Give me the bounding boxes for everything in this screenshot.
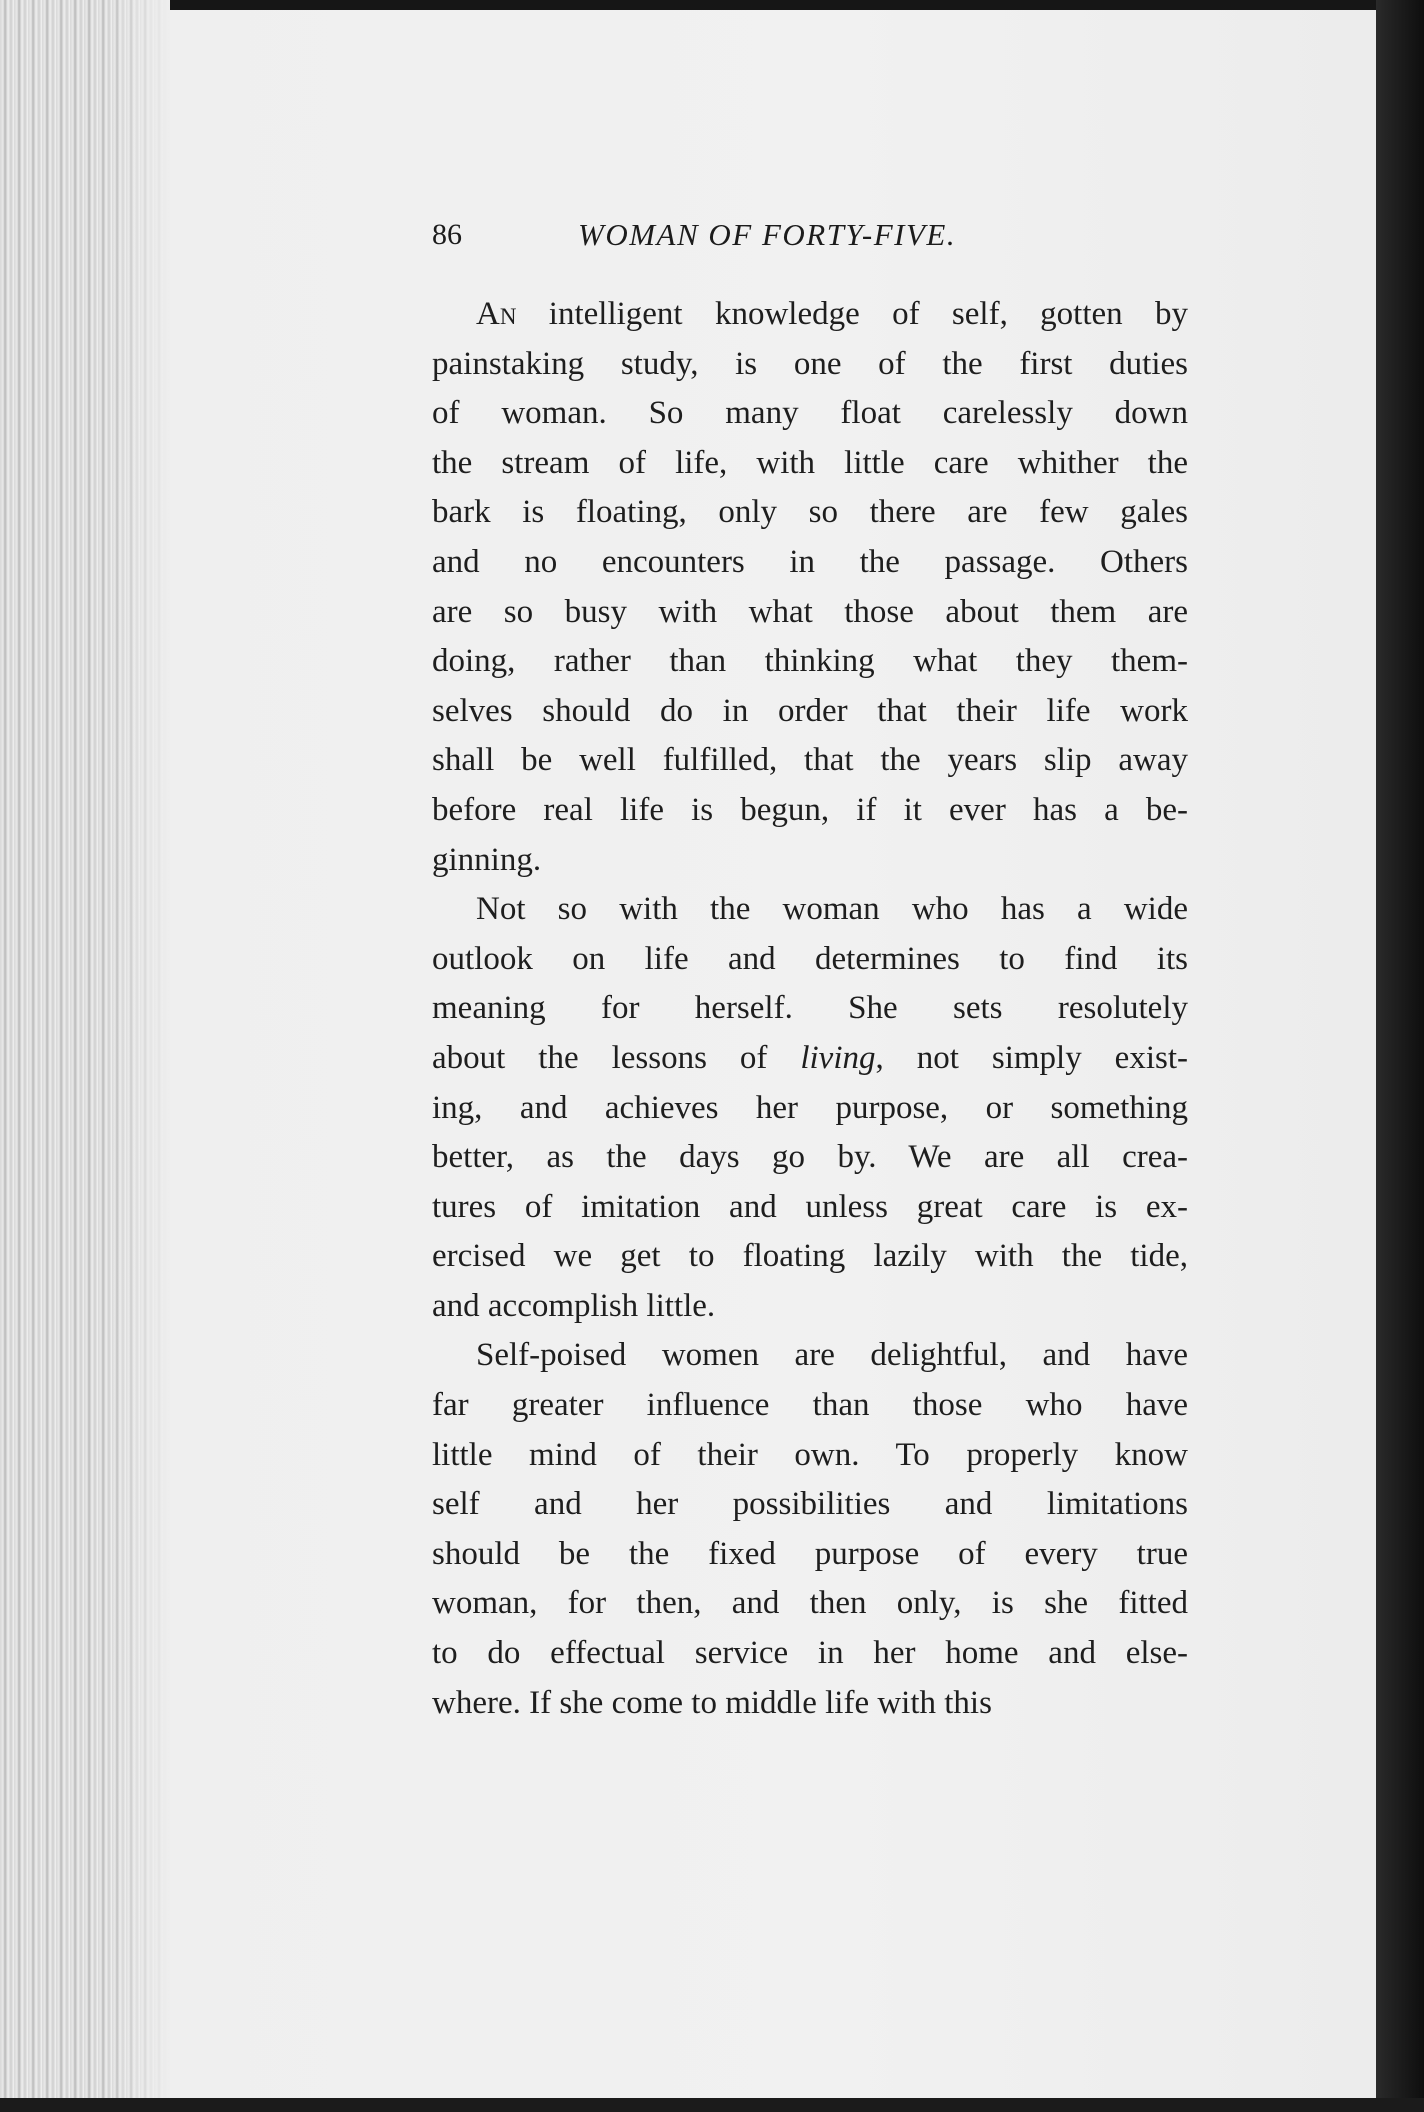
text-line [432,984,1188,1034]
text-run: meaning for herself. She sets resolutely [432,990,1188,1027]
text-line [432,836,1188,886]
text-line [432,290,1188,340]
text-run: far greater influence than those who have [432,1387,1188,1424]
paragraph [432,1331,1188,1728]
text-run: painstaking study, is one of the first duties [432,345,1188,382]
italic-word: living [800,1039,876,1076]
text-line [432,935,1188,985]
text-line [432,1480,1188,1530]
page-edges-binding [0,0,170,2112]
text-line [432,637,1188,687]
running-head-title: WOMAN OF FORTY-FIVE. [578,217,957,252]
text-run: the stream of life, with little care whither the [432,444,1188,481]
text-run: tures of imitation and unless great care is ex- [432,1188,1188,1225]
text-run: and no encounters in the passage. Others [432,543,1188,580]
running-head [432,210,1052,260]
text-run: about the lessons of [432,1039,801,1076]
text-run: Not so with the woman who has a wide [476,891,1188,928]
text-run: before real life is begun, if it ever has a be- [432,791,1188,828]
text-run: where. If she come to middle life with this [432,1684,992,1721]
text-line [432,488,1188,538]
text-line [432,538,1188,588]
text-line [432,1381,1188,1431]
text-line [432,885,1188,935]
text-line [432,389,1188,439]
text-line [432,588,1188,638]
text-line [432,1034,1188,1084]
text-run: outlook on life and determines to find its [432,940,1188,977]
text-run: better, as the days go by. We are all crea- [432,1139,1188,1176]
text-run: Self-poised women are delightful, and have [476,1337,1188,1374]
paragraph [432,290,1188,885]
text-line [432,736,1188,786]
text-line [432,1530,1188,1580]
scan-bottom-edge [0,2098,1424,2112]
text-line [432,687,1188,737]
text-line [432,1133,1188,1183]
text-line [432,1629,1188,1679]
text-run: little mind of their own. To properly know [432,1436,1188,1473]
text-run: ginning. [432,841,542,878]
text-line [432,1084,1188,1134]
paragraph [432,885,1188,1331]
text-run: selves should do in order that their life work [432,692,1188,729]
text-run: woman, for then, and then only, is she fitted [432,1585,1188,1622]
text-line [432,1431,1188,1481]
text-run: to do effectual service in her home and else- [432,1635,1188,1672]
text-run: and accomplish little. [432,1287,716,1324]
text-line [432,1183,1188,1233]
text-line [432,1282,1188,1332]
text-line [432,1579,1188,1629]
text-run: should be the fixed purpose of every true [432,1535,1188,1572]
text-run: shall be well fulfilled, that the years slip away [432,742,1188,779]
text-run: bark is floating, only so there are few gales [432,494,1188,531]
text-line [432,1232,1188,1282]
body-text [432,290,1188,1728]
scan-background-edge [1376,0,1424,2112]
text-run: , not simply exist- [875,1039,1188,1076]
text-run: self and her possibilities and limitations [432,1486,1188,1523]
page-number: 86 [432,218,462,251]
text-line [432,1679,1188,1729]
text-line [432,786,1188,836]
small-caps-word: An [476,296,517,332]
text-run: are so busy with what those about them are [432,593,1188,630]
text-line [432,439,1188,489]
text-run: doing, rather than thinking what they them- [432,643,1188,680]
text-line [432,1331,1188,1381]
text-run: ing, and achieves her purpose, or something [432,1089,1188,1126]
text-run: intelligent knowledge of self, gotten by [516,296,1188,332]
text-line [432,340,1188,390]
text-run: ercised we get to floating lazily with the tide, [432,1238,1188,1275]
text-run: of woman. So many float carelessly down [432,395,1188,432]
